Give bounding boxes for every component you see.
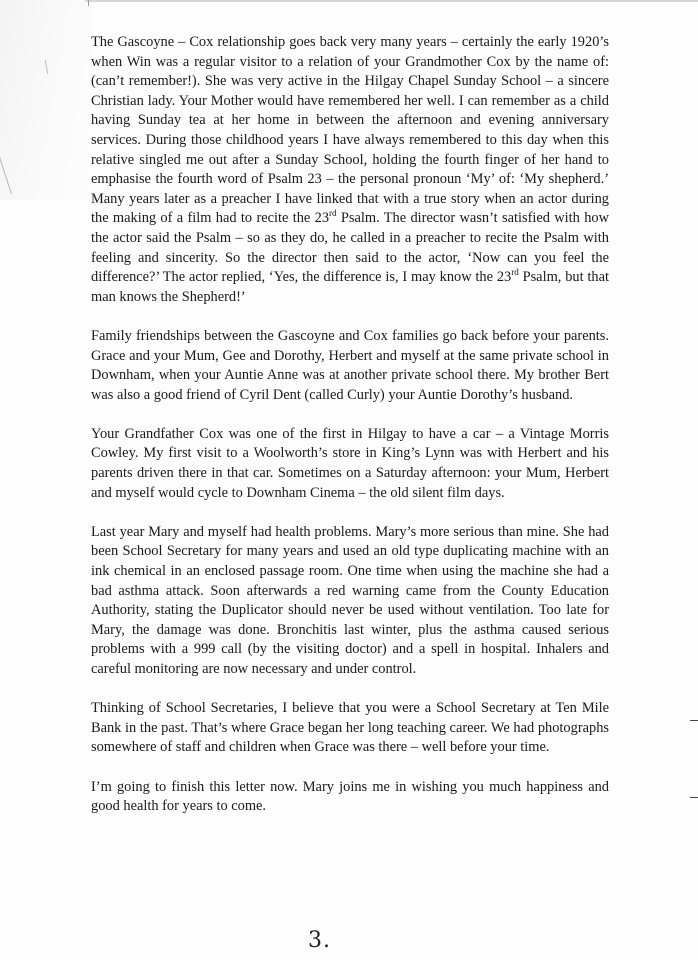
letter-paragraph: Family friendships between the Gascoyne and Cox families go back before your parents. Grace and your Mum, Gee and Dorothy, Herbert and myself at the same private school in Downham, when your Auntie Anne was at another private school there. My brother Bert was also a good friend of Cyril Dent (called Curly) your Auntie Dorothy’s husband. (91, 327, 609, 403)
letter-paragraph: Thinking of School Secretaries, I believe that you were a School Secretary at Ten Mile Bank in the past. That’s where Grace began her long teaching career. We had photographs somewhere of staff and children when Grace was there – well before your time. (91, 700, 609, 756)
page-number: 3. (308, 928, 331, 953)
scan-edge-mark (690, 720, 698, 721)
letter-paragraph: Your Grandfather Cox was one of the first in Hilgay to have a car – a Vintage Morris Cowley. My first visit to a Woolworth’s store in King’s Lynn was with Herbert and his parents driven there in that car. Sometimes on a Saturday afternoon: your Mum, Herbert and myself would cycle to Downham Cinema – the old silent film days. (91, 425, 609, 501)
letter-body (91, 33, 609, 836)
scan-crease-line (88, 0, 89, 6)
scan-shadow (0, 0, 90, 200)
scan-top-edge (85, 0, 698, 2)
letter-paragraph: The Gascoyne – Cox relationship goes back very many years – certainly the early 1920’s when Win was a regular visitor to a relation of your Grandmother Cox by the name of: (can’t remember!). She was very active in the Hilgay Chapel Sunday School – a sincere Christian lady. Your Mother would have remembered her well. I can remember as a child having Sunday tea at her home in between the afternoon and evening anniversary services. During those childhood years I have always remembered to this day when this relative singled me out after a Sunday School, holding the fourth finger of her hand to emphasise the fourth word of Psalm 23 – the personal pronoun ‘My’ of: ‘My shepherd.’ Many years later as a preacher I have linked that with a true story when an actor during the making of a film had to recite the 23rd Psalm. The director wasn’t satisfied with how the actor said the Psalm – so as they do, he called in a preacher to recite the Psalm with feeling and sincerity. So the director then said to the actor, ‘Now can you feel the difference?’ The actor replied, ‘Yes, the difference is, I may know the 23rd Psalm, but that man knows the Shepherd!’ (91, 34, 609, 305)
scan-edge-mark (690, 797, 698, 798)
letter-paragraph: Last year Mary and myself had health problems. Mary’s more serious than mine. She had been School Secretary for many years and used an old type duplicating machine with an ink chemical in an enclosed passage room. One time when using the machine she had a bad asthma attack. Soon afterwards a red warning came from the County Education Authority, stating the Duplicator should never be used without ventilation. Too late for Mary, the damage was done. Bronchitis last winter, plus the asthma caused serious problems with a 999 call (by the visiting doctor) and a spell in hospital. Inhalers and careful monitoring are now necessary and under control. (91, 523, 609, 677)
letter-paragraph: I’m going to finish this letter now. Mary joins me in wishing you much happiness and good health for years to come. (91, 778, 609, 815)
